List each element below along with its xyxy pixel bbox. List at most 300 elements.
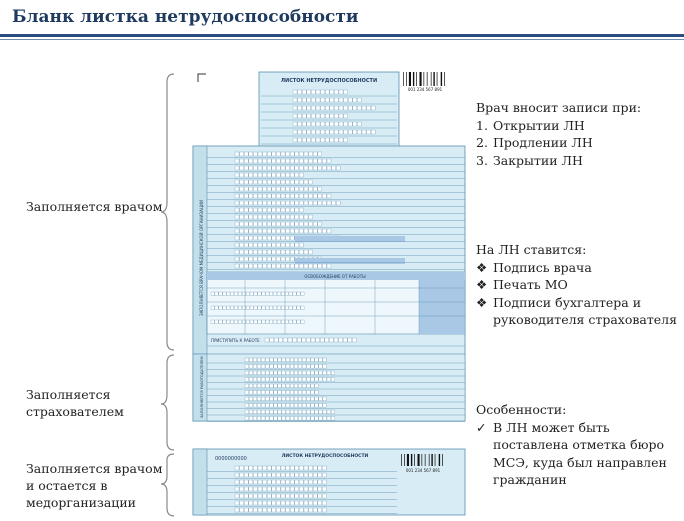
- form-cell: [334, 130, 338, 134]
- form-cell: [272, 236, 276, 240]
- form-cell: [281, 264, 285, 268]
- form-cell: [249, 166, 253, 170]
- form-cell: [266, 397, 270, 401]
- form-cell: [298, 384, 302, 388]
- form-cell: [313, 187, 317, 191]
- brace-doctor: [161, 74, 174, 350]
- form-cell: [272, 480, 276, 484]
- form-cell: [263, 208, 267, 212]
- barcode-bar: [442, 454, 443, 466]
- form-cell: [258, 215, 262, 219]
- form-cell: [245, 358, 249, 362]
- form-cell: [294, 410, 298, 414]
- form-cell: [258, 180, 262, 184]
- form-cell: [262, 292, 265, 295]
- form-cell: [238, 292, 241, 295]
- form-cell: [219, 292, 222, 295]
- form-cell: [267, 508, 271, 512]
- form-cell: [276, 250, 280, 254]
- form-cell: [309, 152, 313, 156]
- form-cell: [319, 397, 323, 401]
- form-cell: [322, 473, 326, 477]
- form-cell: [249, 417, 253, 421]
- form-cell: [371, 106, 375, 110]
- form-cell: [277, 320, 280, 323]
- form-cell: [290, 410, 294, 414]
- form-cell: [307, 98, 311, 102]
- form-cell: [267, 208, 271, 212]
- form-cell: [322, 159, 326, 163]
- form-cell: [286, 187, 290, 191]
- form-cell: [348, 106, 352, 110]
- form-cell: [315, 397, 319, 401]
- form-cell: [253, 194, 257, 198]
- form-cell: [235, 187, 239, 191]
- form-cell: [295, 159, 299, 163]
- form-cell: [270, 371, 274, 375]
- form-cell: [244, 473, 248, 477]
- form-cell: [261, 378, 265, 382]
- form-cell: [299, 208, 303, 212]
- form-cell: [249, 180, 253, 184]
- form-cell: [307, 365, 311, 369]
- barcode-bar: [424, 72, 425, 86]
- form-cell: [285, 320, 288, 323]
- form-cell: [302, 338, 306, 342]
- form-cell: [334, 138, 338, 142]
- form-cell: [290, 404, 294, 408]
- form-cell: [267, 494, 271, 498]
- form-cell: [290, 229, 294, 233]
- form-cell: [258, 473, 262, 477]
- form-cell: [318, 264, 322, 268]
- form-cell: [249, 264, 253, 268]
- form-cell: [311, 138, 315, 142]
- form-cell: [316, 98, 320, 102]
- form-cell: [299, 201, 303, 205]
- form-cell: [286, 508, 290, 512]
- form-cell: [244, 208, 248, 212]
- form-cell: [272, 187, 276, 191]
- barcode-bar: [401, 454, 402, 466]
- form-cell: [304, 473, 308, 477]
- form-cell: [227, 292, 230, 295]
- form-cell: [240, 173, 244, 177]
- form-cell: [298, 378, 302, 382]
- form-cell: [227, 320, 230, 323]
- form-cell: [290, 384, 294, 388]
- form-cell: [249, 215, 253, 219]
- form-cell: [240, 166, 244, 170]
- form-cell: [249, 384, 253, 388]
- form-cell: [331, 371, 335, 375]
- form-cell: [244, 166, 248, 170]
- barcode-bar: [414, 454, 415, 466]
- form-cell: [290, 187, 294, 191]
- barcode-bar: [429, 454, 430, 466]
- form-cell: [304, 264, 308, 268]
- form-cell: [309, 194, 313, 198]
- form-cell: [263, 236, 267, 240]
- form-cell: [263, 159, 267, 163]
- form-cell: [244, 243, 248, 247]
- form-cell: [253, 487, 257, 491]
- form-cell: [299, 250, 303, 254]
- form-cell: [263, 480, 267, 484]
- form-cell: [322, 480, 326, 484]
- form-cell: [240, 264, 244, 268]
- form-cell: [307, 384, 311, 388]
- form-cell: [272, 473, 276, 477]
- form-cell: [281, 480, 285, 484]
- form-cell: [278, 365, 282, 369]
- form-cell: [288, 338, 292, 342]
- form-cell: [330, 130, 334, 134]
- form-cell: [294, 384, 298, 388]
- form-cell: [323, 378, 327, 382]
- form-cell: [313, 494, 317, 498]
- form-cell: [315, 384, 319, 388]
- form-cell: [253, 187, 257, 191]
- form-cell: [276, 159, 280, 163]
- form-cell: [297, 306, 300, 309]
- form-cell: [258, 152, 262, 156]
- form-cell: [282, 371, 286, 375]
- form-cell: [245, 417, 249, 421]
- form-cell: [299, 466, 303, 470]
- stamps-block: [476, 241, 681, 329]
- form-cell: [325, 122, 329, 126]
- form-cell: [309, 180, 313, 184]
- form-cell: [267, 243, 271, 247]
- form-cell: [276, 487, 280, 491]
- form-cell: [330, 114, 334, 118]
- form-cell: [267, 480, 271, 484]
- form-cell: [267, 257, 271, 261]
- form-cell: [331, 378, 335, 382]
- form-cell: [267, 236, 271, 240]
- form-cell: [240, 480, 244, 484]
- form-cell: [235, 264, 239, 268]
- barcode-bar: [444, 72, 445, 86]
- form-cell: [281, 466, 285, 470]
- form-cell: [289, 306, 292, 309]
- form-cell: [240, 201, 244, 205]
- form-cell: [298, 371, 302, 375]
- form-cell: [290, 494, 294, 498]
- form-cell: [298, 130, 302, 134]
- form-cell: [258, 208, 262, 212]
- form-cell: [249, 187, 253, 191]
- form-cell: [258, 159, 262, 163]
- form-cell: [267, 215, 271, 219]
- form-cell: [249, 378, 253, 382]
- form-cell: [302, 371, 306, 375]
- form-cell: [281, 501, 285, 505]
- form-cell: [249, 501, 253, 505]
- form-cell: [299, 508, 303, 512]
- form-cell: [323, 371, 327, 375]
- form-cell: [258, 466, 262, 470]
- form-cell: [249, 159, 253, 163]
- form-cell: [240, 250, 244, 254]
- form-cell: [257, 404, 261, 408]
- form-cell: [321, 98, 325, 102]
- form-cell: [249, 473, 253, 477]
- form-cell: [235, 180, 239, 184]
- form-cell: [276, 480, 280, 484]
- form-cell: [290, 480, 294, 484]
- form-cell: [290, 152, 294, 156]
- form-cell: [250, 306, 253, 309]
- form-cell: [258, 487, 262, 491]
- form-cell: [313, 501, 317, 505]
- form-cell: [244, 152, 248, 156]
- form-cell: [263, 229, 267, 233]
- list-item: ❖ Подписи бухгалтера и руководителя страхователя: [476, 294, 677, 327]
- form-cell: [215, 306, 218, 309]
- form-cell: [253, 410, 257, 414]
- form-cell: [322, 229, 326, 233]
- form-cell: [276, 180, 280, 184]
- form-cell: [289, 292, 292, 295]
- form-cell: [253, 508, 257, 512]
- form-cell: [235, 152, 239, 156]
- form-cell: [253, 208, 257, 212]
- form-cell: [240, 257, 244, 261]
- form-cell: [309, 201, 313, 205]
- form-cell: [322, 501, 326, 505]
- form-cell: [258, 508, 262, 512]
- form-cell: [257, 410, 261, 414]
- form-cell: [278, 410, 282, 414]
- form-cell: [254, 306, 257, 309]
- form-cell: [318, 222, 322, 226]
- form-cell: [235, 208, 239, 212]
- form-cell: [272, 194, 276, 198]
- form-cell: [286, 180, 290, 184]
- form-cell: [250, 292, 253, 295]
- brace-stub: [161, 454, 174, 516]
- form-cell: [272, 215, 276, 219]
- form-cell: [318, 187, 322, 191]
- form-cell: [327, 201, 331, 205]
- form-cell: [290, 201, 294, 205]
- form-cell: [272, 173, 276, 177]
- form-cell: [266, 306, 269, 309]
- form-cell: [311, 358, 315, 362]
- form-cell: [249, 229, 253, 233]
- form-cell: [302, 410, 306, 414]
- form-cell: [267, 487, 271, 491]
- form-cell: [304, 480, 308, 484]
- form-cell: [307, 371, 311, 375]
- form-cell: [276, 243, 280, 247]
- form-cell: [253, 222, 257, 226]
- sick-leave-form: [175, 66, 470, 518]
- form-cell: [286, 358, 290, 362]
- form-cell: [293, 130, 297, 134]
- form-cell: [293, 122, 297, 126]
- form-cell: [258, 243, 262, 247]
- entries-heading: Врач вносит записи при:: [476, 100, 642, 115]
- form-cell: [227, 306, 230, 309]
- form-cell: [316, 338, 320, 342]
- form-cell: [249, 222, 253, 226]
- form-cell: [266, 365, 270, 369]
- form-cell: [235, 173, 239, 177]
- form-cell: [319, 365, 323, 369]
- list-item: 1. Открытии ЛН: [476, 117, 585, 133]
- form-cell: [290, 417, 294, 421]
- form-cell: [253, 201, 257, 205]
- form-cell: [266, 384, 270, 388]
- form-cell: [282, 404, 286, 408]
- form-side-title-employer: ЗАПОЛНЯЕТСЯ РАБОТОДАТЕЛЕМ: [200, 356, 204, 418]
- form-cell: [311, 338, 315, 342]
- form-cell: [318, 480, 322, 484]
- form-cell: [281, 222, 285, 226]
- form-cell: [274, 338, 278, 342]
- form-cell: [353, 130, 357, 134]
- form-cell: [318, 166, 322, 170]
- form-cell: [311, 404, 315, 408]
- form-cell: [295, 215, 299, 219]
- form-cell: [253, 371, 257, 375]
- form-cell: [245, 371, 249, 375]
- form-cell: [309, 508, 313, 512]
- form-cell: [267, 264, 271, 268]
- form-cell: [253, 480, 257, 484]
- form-cell: [272, 166, 276, 170]
- form-cell: [330, 138, 334, 142]
- form-cell: [258, 187, 262, 191]
- form-cell: [244, 264, 248, 268]
- form-cell: [295, 480, 299, 484]
- form-cell: [299, 173, 303, 177]
- form-cell: [309, 480, 313, 484]
- form-cell: [258, 194, 262, 198]
- form-cell: [298, 365, 302, 369]
- form-cell: [272, 229, 276, 233]
- form-cell: [249, 250, 253, 254]
- form-cell: [319, 404, 323, 408]
- form-cell: [323, 410, 327, 414]
- form-cell: [344, 90, 348, 94]
- form-cell: [313, 222, 317, 226]
- form-cell: [286, 229, 290, 233]
- form-cell: [348, 338, 352, 342]
- form-cell: [240, 215, 244, 219]
- list-item: ❖ Печать МО: [476, 277, 568, 292]
- form-cell: [304, 194, 308, 198]
- form-cell: [235, 236, 239, 240]
- form-cell: [240, 187, 244, 191]
- form-cell: [302, 358, 306, 362]
- form-cell: [298, 98, 302, 102]
- form-cell: [244, 159, 248, 163]
- stub-zeros: 0000000000: [215, 456, 247, 462]
- form-cell: [286, 466, 290, 470]
- form-cell: [315, 391, 319, 395]
- form-cell: [302, 106, 306, 110]
- form-cell: [235, 222, 239, 226]
- form-cell: [262, 306, 265, 309]
- form-cell: [281, 173, 285, 177]
- form-cell: [276, 152, 280, 156]
- form-cell: [357, 122, 361, 126]
- form-cell: [282, 417, 286, 421]
- form-cell: [286, 215, 290, 219]
- form-cell: [294, 358, 298, 362]
- list-item: ✓ В ЛН может быть поставлена отметка бюро МСЭ, куда был направлен гражданин: [476, 419, 667, 487]
- form-cell: [286, 152, 290, 156]
- form-cell: [261, 397, 265, 401]
- form-cell: [331, 410, 335, 414]
- form-cell: [298, 417, 302, 421]
- form-cell: [263, 473, 267, 477]
- form-cell: [302, 122, 306, 126]
- form-cell: [311, 122, 315, 126]
- form-cell: [276, 166, 280, 170]
- form-cell: [302, 365, 306, 369]
- form-cell: [318, 508, 322, 512]
- form-cell: [281, 494, 285, 498]
- form-cell: [295, 194, 299, 198]
- form-cell: [295, 494, 299, 498]
- form-cell: [293, 114, 297, 118]
- form-cell: [272, 208, 276, 212]
- form-cell: [313, 152, 317, 156]
- form-cell: [325, 130, 329, 134]
- form-cell: [263, 201, 267, 205]
- form-cell: [294, 397, 298, 401]
- form-cell: [311, 114, 315, 118]
- form-cell: [330, 122, 334, 126]
- form-cell: [267, 501, 271, 505]
- form-cell: [274, 384, 278, 388]
- form-cell: [290, 166, 294, 170]
- barcode-bar: [413, 72, 414, 86]
- form-cell: [307, 130, 311, 134]
- form-cell: [272, 222, 276, 226]
- form-cell: [295, 508, 299, 512]
- form-cell: [304, 229, 308, 233]
- form-cell: [272, 508, 276, 512]
- form-cell: [249, 404, 253, 408]
- barcode-bar: [431, 72, 432, 86]
- form-cell: [211, 292, 214, 295]
- form-cell: [322, 466, 326, 470]
- form-cell: [295, 166, 299, 170]
- form-cell: [267, 222, 271, 226]
- form-cell: [244, 201, 248, 205]
- form-cell: [282, 378, 286, 382]
- form-cell: [254, 320, 257, 323]
- form-cell: [234, 292, 237, 295]
- form-cell: [299, 501, 303, 505]
- form-cell: [322, 166, 326, 170]
- form-cell: [334, 106, 338, 110]
- form-cell: [276, 508, 280, 512]
- entries-block: [476, 99, 676, 169]
- form-cell: [334, 90, 338, 94]
- form-cell: [244, 494, 248, 498]
- form-cell: [316, 130, 320, 134]
- form-cell: [295, 180, 299, 184]
- form-cell: [367, 130, 371, 134]
- stub-side-strip: [193, 449, 207, 515]
